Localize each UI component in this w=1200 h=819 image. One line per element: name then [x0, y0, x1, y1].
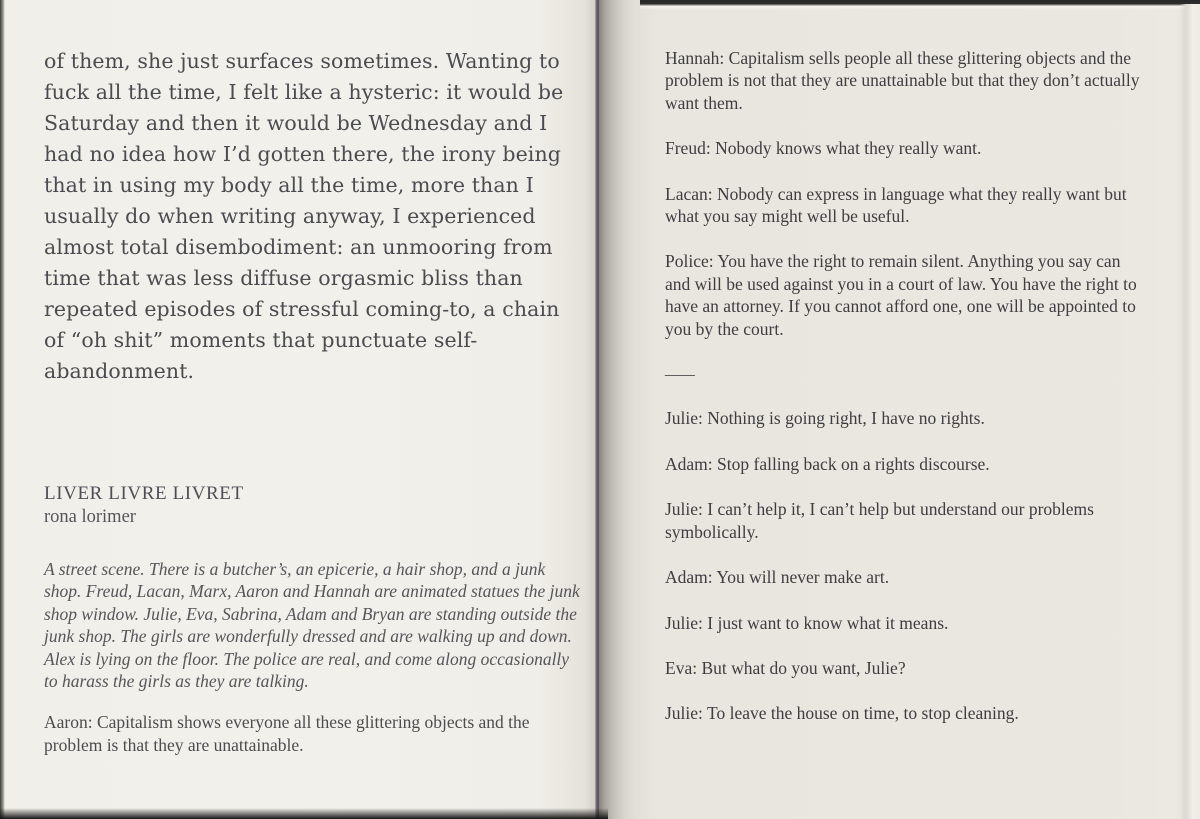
dialogue-line: [665, 566, 1147, 588]
speaker-label: Freud:: [665, 138, 711, 159]
speaker-label: Julie:: [665, 612, 703, 633]
dialogue-text: Nobody can express in language what they really want but what you say might well be useful.: [665, 183, 1127, 227]
section-divider: [665, 363, 1147, 385]
dialogue-line: [665, 453, 1147, 475]
dialogue-line: [665, 498, 1147, 543]
dialogue-line: [665, 137, 1147, 159]
dialogue-line: [665, 407, 1147, 429]
dialogue-text: Nobody knows what they really want.: [715, 138, 982, 159]
dialogue-text: Capitalism sells people all these glittering objects and the problem is not that they are unattainable but that they don’t actually want them.: [665, 48, 1140, 113]
right-page-text-column: [665, 47, 1147, 748]
dialogue-line: [665, 657, 1147, 679]
piece-author: rona lorimer: [44, 507, 136, 527]
dialogue-line: [44, 711, 552, 756]
dialogue-text: You will never make art.: [716, 567, 890, 588]
dialogue-text: Nothing is going right, I have no rights.: [707, 408, 985, 429]
speaker-label: Adam:: [665, 453, 713, 474]
dialogue-line: [665, 250, 1147, 340]
piece-title: LIVER LIVRE LIVRET: [44, 483, 244, 504]
intro-paragraph: of them, she just surfaces sometimes. Wanting to fuck all the time, I felt like a hysteric: it would be Saturday and then it would be Wednesday and I had no idea how I’d gotten there, the irony being that in using my body all the time, more than I usually do when writing anyway, I experienced almost total disembodiment: an unmooring from time that was less diffuse orgasmic bliss than repeated episodes of stressful coming-to, a chain of “oh shit” moments that punctuate self-abandonment.: [44, 49, 564, 383]
spine-gutter: [595, 0, 599, 819]
left-page-text-column: [44, 46, 584, 756]
scan-edge-top: [640, 0, 1200, 10]
dialogue-text: Stop falling back on a rights discourse.: [717, 453, 990, 474]
dialogue-text: You have the right to remain silent. Anything you say can and will be used against you in a court of law. You have the right to have an attorney. If you cannot afford one, one will be appointed to you by the court.: [665, 251, 1137, 339]
dialogue-line: [665, 702, 1147, 724]
dialogue-line: [665, 183, 1147, 228]
scan-edge-bottom: [0, 808, 608, 819]
dialogue-text: But what do you want, Julie?: [701, 657, 906, 678]
speaker-label: Julie:: [665, 499, 703, 520]
dialogue-line: [665, 612, 1147, 634]
left-page: [0, 0, 597, 819]
right-page: [597, 0, 1200, 819]
dialogue-text: Capitalism shows everyone all these glittering objects and the problem is that they are unattainable.: [44, 712, 530, 755]
speaker-label: Lacan:: [665, 183, 713, 204]
dialogue-line: [665, 47, 1147, 114]
dialogue-text: I can’t help it, I can’t help but understand our problems symbolically.: [665, 499, 1094, 542]
divider-dash: —: [665, 364, 695, 385]
dialogue-text: I just want to know what it means.: [707, 612, 949, 633]
speaker-label: Police:: [665, 251, 714, 272]
speaker-label: Eva:: [665, 657, 698, 678]
speaker-label: Hannah:: [665, 48, 725, 68]
page-edge-right: [1180, 4, 1200, 819]
speaker-label: Aaron:: [44, 712, 93, 733]
dialogue-text: To leave the house on time, to stop cleaning.: [706, 703, 1019, 724]
stage-direction: A street scene. There is a butcher’s, an epicerie, a hair shop, and a junk shop. Freud, Lacan, Marx, Aaron and Hannah are animated statues the junk shop window. Julie, Eva, Sabrina, Adam and Bryan are standing outside the junk shop. The girls are wonderfully dressed and are walking up and down. Alex is lying on the floor. The police are real, and come along occasionally to harass the girls as they are talking.: [44, 559, 580, 692]
speaker-label: Julie:: [665, 703, 703, 724]
speaker-label: Adam:: [665, 567, 713, 588]
scan-edge-left: [0, 0, 5, 819]
speaker-label: Julie:: [665, 408, 703, 429]
